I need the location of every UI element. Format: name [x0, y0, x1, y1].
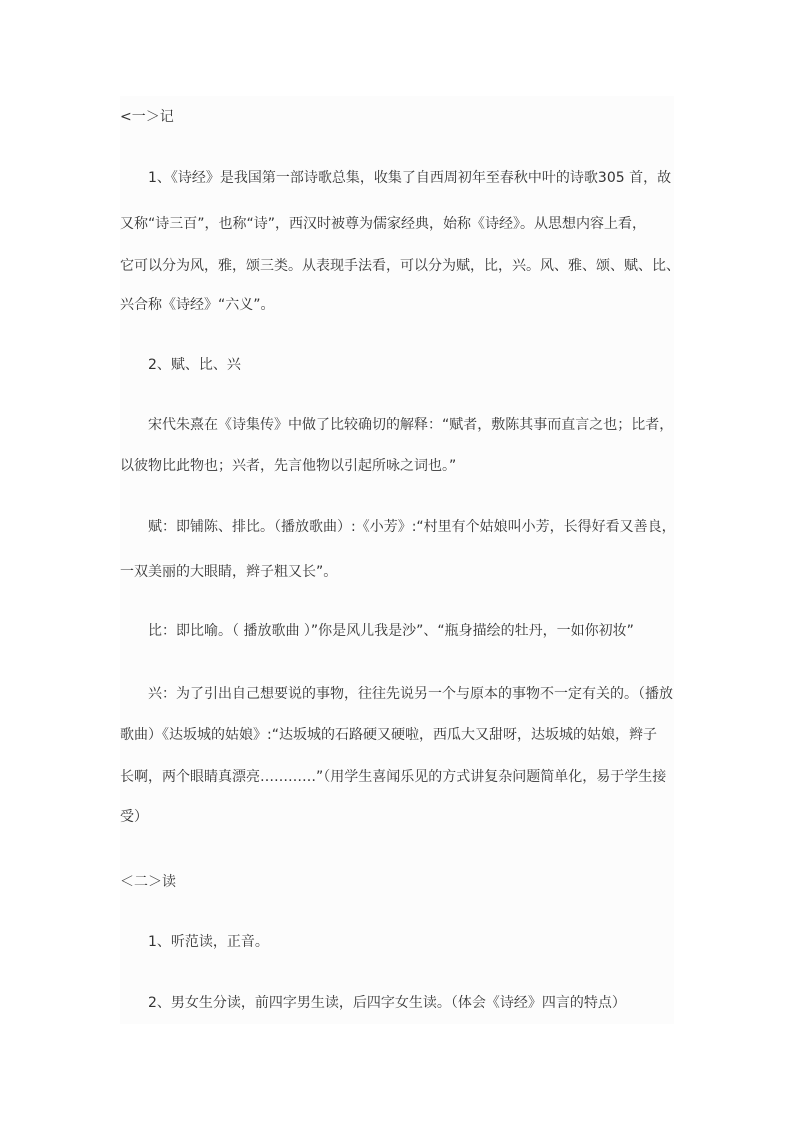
paragraph-read-aloud: 2、男女生分读，前四字男生读，后四字女生读。（体会《诗经》四言的特点）: [148, 995, 626, 1011]
paragraph-line: 以彼物比此物也；兴者，先言他物以引起所咏之词也。”: [120, 458, 457, 474]
paragraph-line: 兴合称《诗经》“六义”。: [120, 297, 275, 313]
paragraph-line: 歌曲）《达坂城的姑娘》:“达坂城的石路硬又硬啦，西瓜大又甜呀，达坂城的姑娘，辫子: [120, 727, 657, 743]
paragraph-fu-bi-xing: 2、赋、比、兴: [148, 357, 241, 373]
paragraph-bi: 比：即比喻。（ 播放歌曲 ）”你是风儿我是沙”、“瓶身描绘的牡丹，一如你初妆”: [148, 623, 634, 639]
paragraph-listen: 1、听范读，正音。: [148, 934, 269, 950]
section-heading-du: ＜二＞读: [120, 874, 176, 890]
paragraph-line: 宋代朱熹在《诗集传》中做了比较确切的解释：“赋者，敷陈其事而直言之也；比者，: [148, 417, 674, 433]
section-heading-ji: <一＞记: [120, 109, 174, 125]
paragraph-line: 一双美丽的大眼睛，辫子粗又长”。: [120, 564, 338, 580]
paragraph-line: 1、《诗经》是我国第一部诗歌总集，收集了自西周初年至春秋中叶的诗歌305 首，故: [148, 170, 672, 186]
paragraph-line: 受）: [120, 809, 148, 825]
paragraph-line: 兴：为了引出自己想要说的事物，往往先说另一个与原本的事物不一定有关的。（播放: [148, 686, 673, 702]
paragraph-line: 又称“诗三百”，也称“诗”，西汉时被尊为儒家经典，始称《诗经》。从思想内容上看，: [120, 216, 647, 232]
paragraph-line: 长啊，两个眼睛真漂亮…………”（用学生喜闻乐见的方式讲复杂问题简单化，易于学生接: [120, 769, 667, 785]
document-body: [120, 96, 680, 1024]
paragraph-line: 赋：即铺陈、排比。（播放歌曲）:《小芳》:“村里有个姑娘叫小芳，长得好看又善良，: [148, 519, 676, 535]
paragraph-line: 它可以分为风，雅，颂三类。从表现手法看，可以分为赋，比，兴。风、雅、颂、赋、比、: [120, 258, 680, 274]
